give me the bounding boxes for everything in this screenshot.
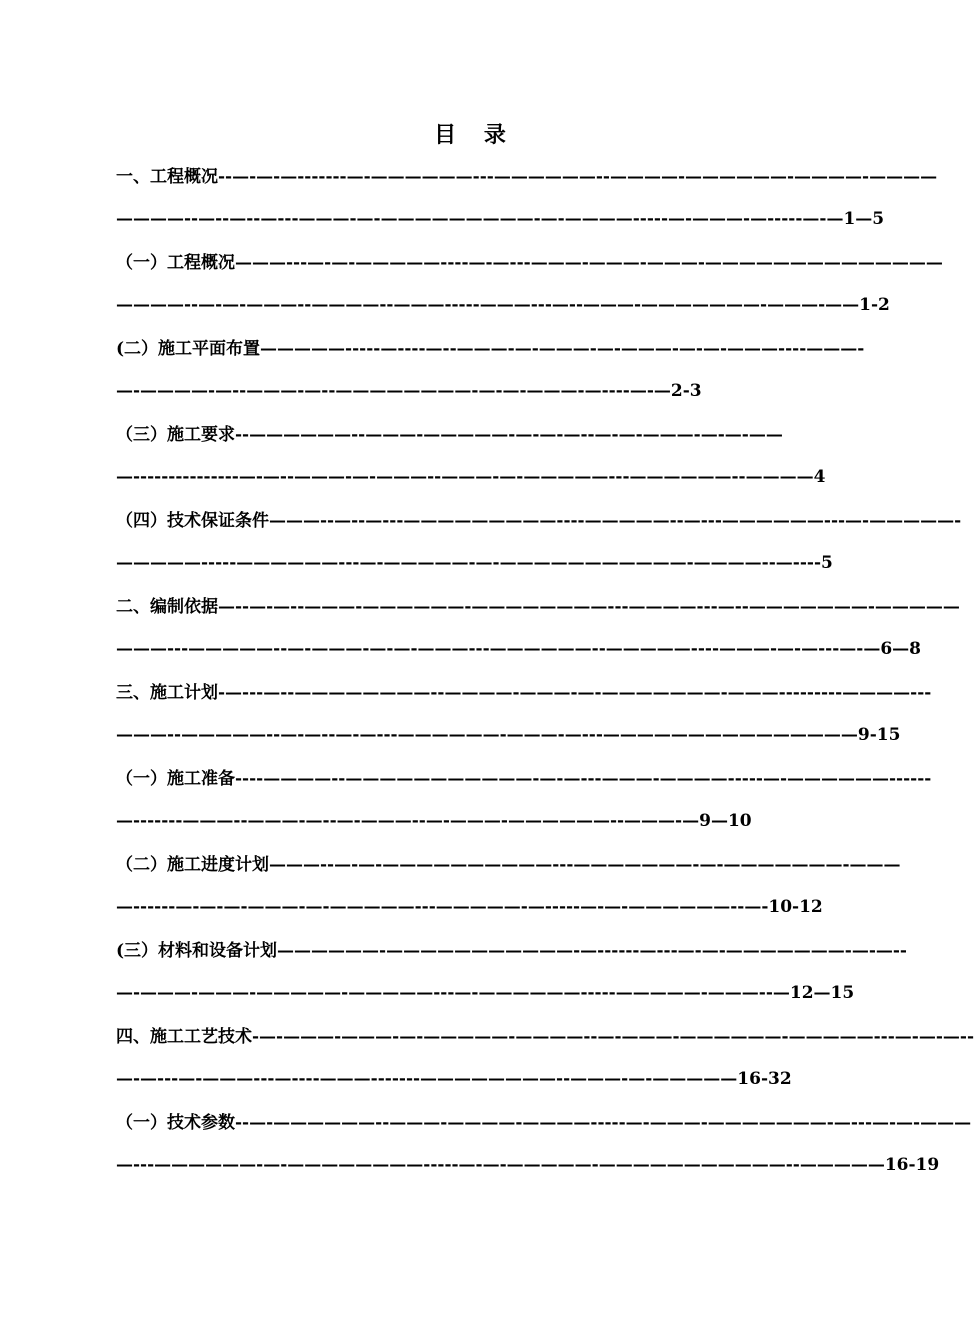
toc-line: —-————-—--———-—--————————-—-—-———-—----—-—2-3 [116,381,702,401]
toc-line: （四）技术保证条件———--—--—---—————————----—————--—---——————---—-—————- [116,511,962,531]
toc-line: —------—-—-—-———-—-—————---—————-—-----—-—-——————--—-10-12 [116,897,823,917]
toc-line: （一）施工准备----————--———————————-—-—---———-————-----—-——————------ [116,769,932,789]
toc-line: (二）施工平面布置—————-----—----—--———-—-———-—-———-—-—-———----———- [116,339,865,359]
toc-line: —---------------—-—--———-—-———--———-—-—————---——————--————4 [116,467,826,487]
toc-line: 一、工程概况--—-—-—-------—-——————---——————--————-——————-————-———— [116,167,938,187]
toc-line: —————-----——————---—-—————-—-———————————-————--—----5 [116,553,833,573]
toc-line: (三）材料和设备计划——————-———————————-—------—---—-—-———————-—-—-- [116,941,907,961]
toc-line: —---——————-—-————————-----—-—-—————-———————————--—————16-19 [116,1155,940,1175]
toc-line: ————--—--—--—---———-—-—————————-—-————-----—-———-—-----—-—1—5 [116,209,885,229]
toc-line: （三）施工要求--——————--———-—————-—-—-—--—-—-———-—-—-—— [116,425,783,445]
toc-line: （一）工程概况———---—-—-—————----—-—---———-———-———-—————————————— [116,253,943,273]
toc-line: （二）施工进度计划———--—-—-——————————---———————-—-———————-——— [116,855,901,875]
toc-line: —-—---—-———---—----———-------————————--———-—-—————16-32 [116,1069,792,1089]
toc-line: —-———-———-—————-—————---—-——————-----—————-———--—12—15 [116,983,855,1003]
toc-line: —-------———--———-—--—-———--—-———-——————--———-—9—10 [116,811,752,831]
toc-line: 四、施工工艺技术-—-———-———-—-—————-————--—-———-——————-—————---—-—-—-- [116,1027,974,1047]
toc-line: ————--—-—-———--————--———-----———---—--———-———————-———-——1-2 [116,295,890,315]
toc-line: 二、编制依据—--—-—--———-——————-————————---————---—--———————-————— [116,597,960,617]
toc-line: ———---—————--—-———-—-—-———---——————--—————----———-—-—---—-—6—8 [116,639,921,659]
toc-line: ———--—————--—-—--—-—---——————-———-—---———————————————9-15 [116,725,901,745]
toc-line: 三、施工计划-—---—--————————--————-———-—-———————-———---------————--- [116,683,932,703]
page-title: 目 录 [434,122,516,148]
toc-line: （一）技术参数--—-——————--———-————-————-----—-———-———————-—---—-—-——— [116,1113,972,1133]
